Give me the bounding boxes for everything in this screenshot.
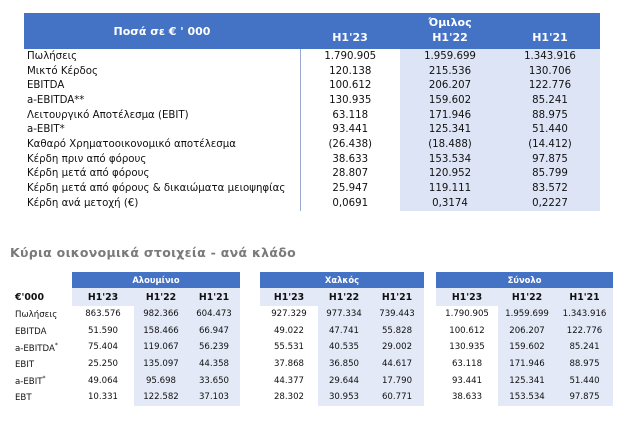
value-cell: 1.343.916 <box>556 306 613 323</box>
sector-header-aluminium: Αλουμίνιο <box>72 272 240 288</box>
value-cell: 30.953 <box>318 389 370 406</box>
year-header: H1'22 <box>134 288 188 306</box>
value-cell: 25.250 <box>87 359 119 370</box>
value-cell: 10.331 <box>87 392 119 403</box>
row-label: Καθαρό Χρηματοοικονομικό αποτέλεσμα <box>24 137 300 152</box>
table-row <box>24 167 600 182</box>
value-cell: 120.952 <box>400 167 500 182</box>
year-header: H1'23 <box>72 288 134 306</box>
table-row <box>12 323 613 340</box>
value-cell: 100.612 <box>449 325 485 336</box>
spacer <box>424 339 436 356</box>
value-cell: 85.799 <box>500 167 600 182</box>
footnote-mark: * <box>42 374 46 382</box>
value-cell: 982.366 <box>134 306 188 323</box>
row-label-text: EBT <box>15 393 32 404</box>
value-cell: 122.582 <box>134 389 188 406</box>
row-label-text: Πωλήσεις <box>15 310 58 321</box>
footnote-mark: * <box>54 341 58 349</box>
value-cell: 51.440 <box>500 122 600 137</box>
value-cell: 37.103 <box>188 389 240 406</box>
value-cell: 28.302 <box>273 392 305 403</box>
spacer <box>424 389 436 406</box>
value-cell: 0,0691 <box>332 197 369 209</box>
table-row <box>12 306 613 323</box>
row-label-text: a-EBITDA <box>15 343 55 354</box>
value-cell: 44.617 <box>370 356 424 373</box>
value-cell: 171.946 <box>498 356 556 373</box>
value-cell: 29.002 <box>370 339 424 356</box>
table-row <box>24 137 600 152</box>
value-cell: 66.947 <box>188 323 240 340</box>
value-cell: 135.097 <box>134 356 188 373</box>
value-cell: 604.473 <box>188 306 240 323</box>
year-header: H1'22 <box>318 288 370 306</box>
value-cell: 51.440 <box>556 372 613 389</box>
table-row <box>24 122 600 137</box>
year-header: H1'22 <box>498 288 556 306</box>
value-cell: 88.975 <box>500 108 600 123</box>
value-cell: 977.334 <box>318 306 370 323</box>
value-cell: 1.959.699 <box>400 49 500 64</box>
value-cell: 17.790 <box>370 372 424 389</box>
value-cell: 47.741 <box>318 323 370 340</box>
value-cell: 56.239 <box>188 339 240 356</box>
year-header: H1'23 <box>260 288 318 306</box>
row-label: Κέρδη πριν από φόρους <box>24 152 300 167</box>
value-cell: 927.329 <box>271 309 307 320</box>
value-cell: 125.341 <box>400 122 500 137</box>
section-title: Κύρια οικονομικά στοιχεία - ανά κλάδο <box>10 245 297 260</box>
value-cell: 93.441 <box>451 375 483 386</box>
spacer <box>424 306 436 323</box>
year-header: H1'23 <box>300 29 400 45</box>
value-cell: 122.776 <box>500 78 600 93</box>
value-cell: 739.443 <box>370 306 424 323</box>
value-cell: 75.404 <box>87 342 119 353</box>
table-row <box>24 64 600 79</box>
value-cell: 95.698 <box>134 372 188 389</box>
sector-results-table <box>12 272 613 406</box>
year-header: H1'21 <box>500 29 600 45</box>
value-cell: 122.776 <box>556 323 613 340</box>
value-cell: 63.118 <box>451 359 483 370</box>
value-cell: 1.790.905 <box>324 50 377 62</box>
table-row <box>24 181 600 196</box>
table-row <box>24 108 600 123</box>
row-label: Λειτουργικό Αποτέλεσμα (EBIT) <box>24 108 300 123</box>
group-results-table <box>24 13 600 211</box>
spacer <box>240 356 260 373</box>
value-cell: 1.790.905 <box>445 309 489 320</box>
value-cell: 206.207 <box>400 78 500 93</box>
year-header: H1'21 <box>188 288 240 306</box>
row-label <box>12 372 72 389</box>
value-cell: 25.947 <box>332 183 369 195</box>
spacer <box>240 372 260 389</box>
year-header: H1'22 <box>400 29 500 45</box>
value-cell: 85.241 <box>556 339 613 356</box>
row-label: Κέρδη ανά μετοχή (€) <box>24 196 300 211</box>
value-cell: 119.111 <box>400 181 500 196</box>
value-cell: 49.064 <box>87 375 119 386</box>
row-label: a-EBIT* <box>24 122 300 137</box>
value-cell: 119.067 <box>134 339 188 356</box>
sector-header-copper: Χαλκός <box>260 272 424 288</box>
value-cell: 158.466 <box>134 323 188 340</box>
value-cell: 83.572 <box>500 181 600 196</box>
value-cell: 85.241 <box>500 93 600 108</box>
table-row <box>24 152 600 167</box>
spacer <box>240 339 260 356</box>
value-cell: 171.946 <box>400 108 500 123</box>
value-cell: 153.534 <box>498 389 556 406</box>
value-cell: 63.118 <box>332 109 369 121</box>
row-label <box>12 339 72 356</box>
year-header: H1'21 <box>556 288 613 306</box>
row-label <box>12 323 72 340</box>
value-cell: 37.868 <box>273 359 305 370</box>
table-row <box>24 78 600 93</box>
value-cell: (18.488) <box>400 137 500 152</box>
unit-label: €'000 <box>15 291 44 303</box>
value-cell: 33.650 <box>188 372 240 389</box>
spacer <box>240 389 260 406</box>
value-cell: 97.875 <box>500 152 600 167</box>
spacer <box>240 306 260 323</box>
row-label: Κέρδη μετά από φόρους <box>24 167 300 182</box>
value-cell: 93.441 <box>332 124 369 136</box>
sector-header-total: Σύνολο <box>436 272 613 288</box>
row-label <box>12 389 72 406</box>
table-title: Ποσά σε € ' 000 <box>24 13 300 49</box>
value-cell: 206.207 <box>498 323 556 340</box>
spacer <box>424 356 436 373</box>
value-cell: 1.959.699 <box>498 306 556 323</box>
row-label-text: EBITDA <box>15 326 47 337</box>
value-cell: 0,2227 <box>500 196 600 211</box>
year-header: H1'23 <box>436 288 498 306</box>
value-cell: 97.875 <box>556 389 613 406</box>
value-cell: 44.358 <box>188 356 240 373</box>
value-cell: 120.138 <box>329 65 372 77</box>
value-cell: 100.612 <box>329 80 372 92</box>
row-label-text: a-EBIT <box>15 376 43 387</box>
value-cell: 159.602 <box>400 93 500 108</box>
value-cell: 55.531 <box>273 342 305 353</box>
value-cell: 130.935 <box>449 342 485 353</box>
table-row <box>12 356 613 373</box>
spacer <box>240 323 260 340</box>
row-label: EBITDA <box>24 78 300 93</box>
value-cell: 49.022 <box>273 325 305 336</box>
value-cell: 130.935 <box>329 94 372 106</box>
table-row <box>12 372 613 389</box>
value-cell: (26.438) <box>328 138 373 150</box>
value-cell: 29.644 <box>318 372 370 389</box>
value-cell: 159.602 <box>498 339 556 356</box>
value-cell: 44.377 <box>273 375 305 386</box>
row-label: Πωλήσεις <box>24 49 300 64</box>
value-cell: 36.850 <box>318 356 370 373</box>
spacer <box>424 372 436 389</box>
value-cell: 51.590 <box>87 325 119 336</box>
value-cell: 0,3174 <box>400 196 500 211</box>
row-label: a-EBITDA** <box>24 93 300 108</box>
value-cell: 28.807 <box>332 168 369 180</box>
row-label <box>12 306 72 323</box>
value-cell: 38.633 <box>332 153 369 165</box>
table-row <box>12 389 613 406</box>
table-row <box>24 196 600 211</box>
value-cell: 60.771 <box>370 389 424 406</box>
value-cell: 1.343.916 <box>500 49 600 64</box>
value-cell: 130.706 <box>500 64 600 79</box>
value-cell: 88.975 <box>556 356 613 373</box>
value-cell: 863.576 <box>85 309 121 320</box>
value-cell: (14.412) <box>500 137 600 152</box>
table-row <box>24 93 600 108</box>
value-cell: 215.536 <box>400 64 500 79</box>
value-cell: 125.341 <box>498 372 556 389</box>
year-header: H1'21 <box>370 288 424 306</box>
row-label: Μικτό Κέρδος <box>24 64 300 79</box>
value-cell: 38.633 <box>451 392 483 403</box>
row-label <box>12 356 72 373</box>
value-cell: 153.534 <box>400 152 500 167</box>
spacer <box>424 323 436 340</box>
table-row <box>12 339 613 356</box>
group-header: Όμιλος <box>400 13 500 29</box>
row-label: Κέρδη μετά από φόρους & δικαιώματα μειοψηφίας <box>24 181 300 196</box>
value-cell: 40.535 <box>318 339 370 356</box>
value-cell: 55.828 <box>370 323 424 340</box>
row-label-text: EBIT <box>15 360 35 370</box>
table-row <box>24 49 600 64</box>
